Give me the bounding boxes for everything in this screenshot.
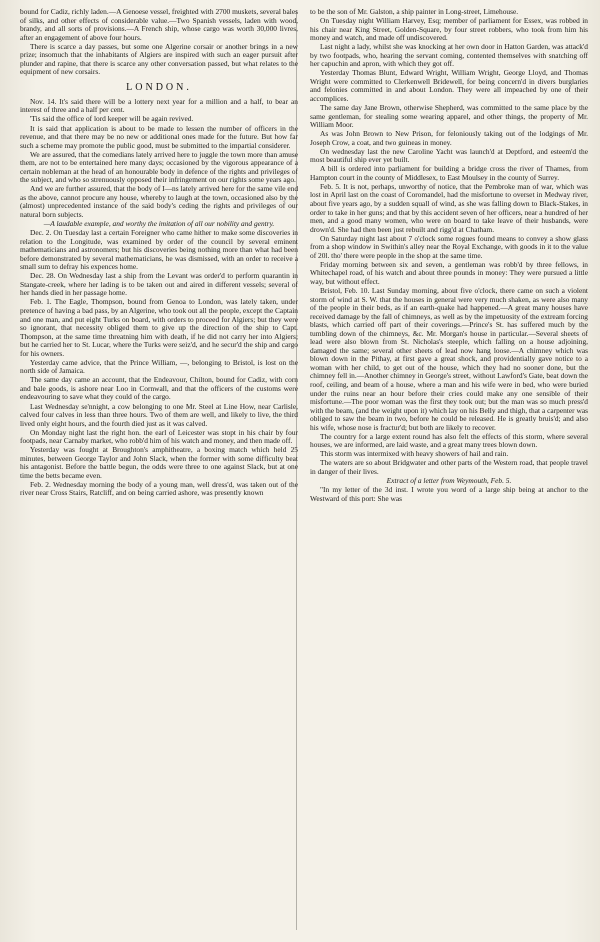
news-paragraph: to be the son of Mr. Galston, a ship painter in Long-street, Limehouse. xyxy=(310,8,519,16)
left-column xyxy=(20,8,298,936)
news-paragraph: Nov. 14. It's said there will be a lottery next year for a million and a half, to bear an interest of three and a half per cent. xyxy=(20,96,298,115)
news-paragraph: The country for a large extent round has also felt the effects of this storm, where several houses, we are informed, are laid waste, and a great many trees blown down. xyxy=(310,431,588,450)
extract-text: "In my letter of the 3d inst. I wrote you word of a large ship being at anchor to the Westward of this port: She was xyxy=(310,485,588,503)
news-paragraph: Dec. 2. On Tuesday last a certain Foreigner who came hither to make some discoveries in relation to the Longitude, was examined by order of the council by several eminent mathematicians and astronomers; but his discoveries being nothing more than what had been before demonstrated by several mathematicians, he was dismissed, with an order to receive a small sum to defray his expences home. xyxy=(20,228,298,272)
news-paragraph: Feb. 5. It is not, perhaps, unworthy of notice, that the Pembroke man of war, which was lost in April last on the coast of Coromandel, had the misfortune to overset in Medway river, about five years ago, by a sudden squall of wind, as she was falling down to Black-Stakes, in order to take in her guns; and that by this accident seven of her officers, near a hundred of her men, and a good many women, who were on board to take leave of their husbands, were drown'd. She had then been just rebuilt and rigg'd at Chatham. xyxy=(310,181,588,234)
news-paragraph: The waters are so about Bridgwater and other parts of the Western road, that people travel in danger of their lives. xyxy=(310,458,588,476)
news-paragraph: Yesterday was fought at Broughton's amphitheatre, a boxing match which held 25 minutes, between George Taylor and John Slack, when the former with some difficulty beat his antagonist. Before the battle begun, the odds were three to one against Slack, but at one time the betts became even. xyxy=(20,445,298,480)
laudable-remark: —A laudable example, and worthy the imitation of all our nobility and gentry. xyxy=(43,219,275,229)
news-paragraph: On Saturday night last about 7 o'clock some rogues found means to convey a show glass from a shop window in Swithin's alley near the Royal Exchange, with goods in it to the value of 20l. tho' there were people in the shop at the same time. xyxy=(310,233,588,260)
news-paragraph: Feb. 2. Wednesday morning the body of a young man, well dress'd, was taken out of the river near Cross Stairs, Ratcliff, and on being carried ashore, was presently known xyxy=(20,479,298,498)
news-paragraph: On Monday night last the right hon. the earl of Leicester was stopt in his chair by four footpads, near Carnaby market, who robb'd him of his watch and money, and then made off. xyxy=(20,427,298,446)
news-paragraph: This storm was intermixed with heavy showers of hail and rain. xyxy=(320,449,509,459)
news-paragraph: As was John Brown to New Prison, for feloniously taking out of the lodgings of Mr. Joseph Crow, a coat, and two guineas in money. xyxy=(310,129,588,147)
news-paragraph: There is scarce a day passes, but some one Algerine corsair or another brings in a new prize; insomuch that the inhabitants of Algiers are inspired with such an eager pursuit after plunder and rapine, that there is scarce any other conversation passed, but what relates to the equipment of new corsairs. xyxy=(20,41,298,77)
news-paragraph: It is said that application is about to be made to lessen the number of officers in the revenue, and that there may be no new or additional ones made for the future. But how far such a scheme may promote the public good, must be submitted to the impartial considerer. xyxy=(20,123,298,150)
right-column xyxy=(310,8,588,936)
news-paragraph: On wednesday last the new Caroline Yacht was launch'd at Deptford, and esteem'd the most beautiful ship ever yet built. xyxy=(310,146,588,165)
news-paragraph: The same day Jane Brown, otherwise Shepherd, was committed to the same place by the same gentleman, for stealing some wearing apparel, and other things, the property of Mr. William Moor. xyxy=(310,103,588,130)
news-paragraph: Last night a lady, whilst she was knocking at her own door in Hatton Garden, was attack'd by two footpads, who, hearing the servant coming, contented themselves with snatching off her capuchin and apron, with which they got off. xyxy=(310,42,588,69)
news-paragraph: Bristol, Feb. 10. Last Sunday morning, about five o'clock, there came on such a violent storm of wind at S. W. that the houses in general were very much shaken, as were also many of the people in their beds, as if an earth-quake had happened.—A great many houses have received damage by the fall of chimneys, as well as by the impetuosity of the extream forcing blasts, which carried off part of their coverings.—Prince's St. has suffered much by the tumbling down of the chimneys, &c. Mr. Morgan's house in particular.—Several sheets of lead were also blown from St. Nicholas's steeple, which falling on a house adjoining, damaged the same; several other sheets of lead now hang loose.—A chimney which was blown down in the Pithay, at first gave a great shock, and providentially gave notice to a woman with her child, to get out of the house, which they had no sooner done, but the chimney fell in.—Another chimney in George's street, without Lawford's Gate, beat down the roof, ceiling, and beam of a house, where a man and his wife were in bed, who were buried under the ruins near an hour before their cries could make any one sensible of their misfortune.—The poor woman was the first they took out; but the man was so much press'd with the beam, (and the weight upon it) which lay on his Belly and thigh, that a carpenter was obliged to saw the beam in two, before he could be released. He is greatly bruis'd; and also his wife, whose nose is fractur'd; but both are likely to recover. xyxy=(310,286,588,432)
news-paragraph: Dec. 28. On Wednesday last a ship from the Levant was order'd to perform quarantin in Stangate-creek, where her lading is to be taken out and aired in different vessels; several of her hands died in her passage home. xyxy=(20,271,298,298)
news-paragraph: On Tuesday night William Harvey, Esq; member of parliament for Essex, was robbed in his chair near King Street, Golden-Square, by four street robbers, who took from him his money and watch, and made off undiscovered. xyxy=(310,16,588,43)
news-paragraph: And we are further assured, that the body of I—ns lately arrived here for the same vile end as the above, cannot procure any house, whereby to laugh at the town, occasioned also by the (almost) unprecedented instance of the said body's ceding the rights and privileges of our natural born subjects. xyxy=(20,184,298,219)
news-paragraph: Feb. 1. The Eagle, Thompson, bound from Genoa to London, was lately taken, under pretence of having a bad pass, by an Algerine, who took out all the people, except the Captain and one man, and put eight Turks on board, with orders to proceed for Algiers; but they were so ignorant, that necessity obliged them to give up the direction of the ship to Capt. Thompson, at the same time threatning him with death, if he did not carry her into Algiers; but he carried her to St. Lucar, where the Turks were seiz'd, and he secur'd the ship and cargo for his owners. xyxy=(20,297,298,358)
section-heading-london: LONDON. xyxy=(126,81,192,93)
extract-heading: Extract of a letter from Weymouth, Feb. 5. xyxy=(386,476,512,486)
news-paragraph: bound for Cadiz, richly laden.—A Genoese vessel, freighted with 2700 muskets, several bales of silks, and other effects of considerable value.—Two Spanish vessels, laden with wood, brandy, and all sorts of provisions.—A French ship, whose cargo was worth 30,000 livres, after an engagement of above four hours. xyxy=(20,8,298,42)
news-paragraph: A bill is ordered into parliament for building a bridge cross the river of Thames, from Hampton court in the county of Middlesex, to East Moulsey in the county of Surrey. xyxy=(310,164,588,182)
news-paragraph: Yesterday came advice, that the Prince William, —, belonging to Bristol, is lost on the north side of Jamaica. xyxy=(20,357,298,376)
news-paragraph: We are assured, that the comedians lately arrived here to juggle the town more than amuse them, are not to be entertained here many days; occasioned by the vigorous appearance of a certain nobleman at the head of an honourable body in defence of the rights and privileges of the subject, and who so strenuously opposed their infringement on our rights some years ago. xyxy=(20,149,298,185)
news-paragraph: Friday morning between six and seven, a gentleman was robb'd by three fellows, in Whitechapel road, of his watch and about three pounds in money: They were pursued a little way, but without effect. xyxy=(310,259,588,286)
news-paragraph: Yesterday Thomas Blunt, Edward Wright, William Wright, George Lloyd, and Thomas Wright were committed to Clerkenwell Bridewell, for being concern'd in divers burglaries and felonies committed in and about London. They were all impeached by one of their accomplices. xyxy=(310,68,588,103)
news-paragraph: 'Tis said the office of lord keeper will be again revived. xyxy=(30,114,194,124)
news-paragraph: Last Wednesday se'nnight, a cow belonging to one Mr. Steel at Line How, near Carlisle, calved four calves in less than three hours. Two of them are well, and likely to live, the third lived only eight hours, and the fourth died just as it was calved. xyxy=(20,401,298,428)
news-paragraph: The same day came an account, that the Endeavour, Chilton, bound for Cadiz, with corn and bale goods, is ashore near Loo in Cornwall, and that the officers of the customs were endeavouring to save what they could of the cargo. xyxy=(20,375,298,402)
column-rule xyxy=(296,10,297,930)
columns xyxy=(20,8,588,936)
